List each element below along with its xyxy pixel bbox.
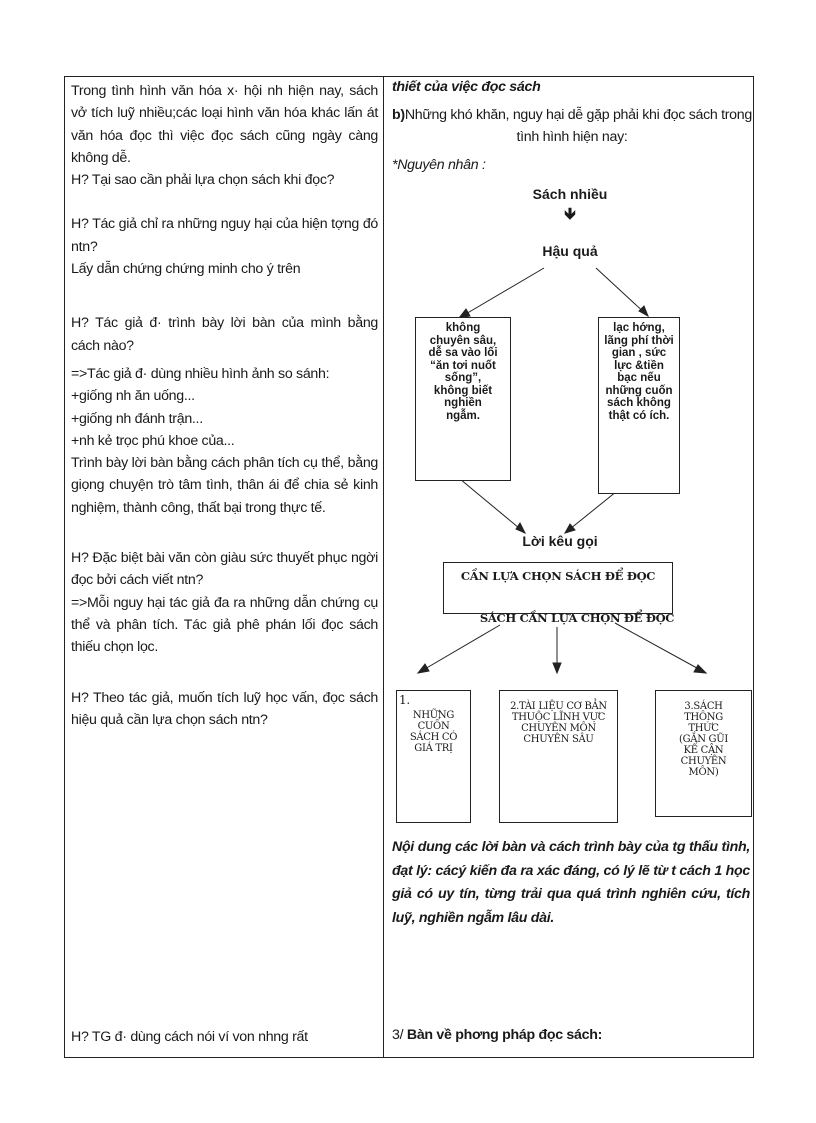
option-box-1: [396, 690, 471, 823]
diagram-consequence-label: Hậu quả: [542, 243, 598, 259]
question-1: H? Tại sao cần phải lựa chọn sách khi đọc?: [71, 172, 335, 189]
cause-label: *Nguyên nhân :: [392, 157, 486, 173]
answer-3-item-3: +nh kẻ trọc phú khoe của...: [71, 432, 235, 449]
option-1-text: NHỮNG CUỐN SÁCH CÓ GIÁ TRỊ: [409, 710, 458, 754]
answer-3-item-2: +giống nh đánh trận...: [71, 410, 203, 427]
question-3: H? Tác giả đ· trình bày lời bàn của mình bằng cách nào?: [71, 315, 378, 354]
question-2-followup: Lấy dẫn chứng chứng minh cho ý trên: [71, 261, 301, 278]
banner-text: CẦN LỰA CHỌN SÁCH ĐỂ ĐỌC: [460, 569, 656, 583]
diagram-top-label: Sách nhiều: [532, 186, 608, 202]
question-6: H? TG đ· dùng cách nói ví von nhng rất: [71, 1029, 308, 1045]
answer-3-item-1: +giống nh ăn uống...: [71, 388, 195, 405]
banner-box: [443, 562, 673, 614]
consequence-right-text: lạc hớng, lãng phí thời gian , sức lực &tiền bạc nếu những cuốn sách không thật có ích.: [604, 322, 674, 422]
section-3-heading: [392, 1024, 750, 1046]
question-4: H? Đặc biệt bài văn còn giàu sức thuyết phục ngời đọc bởi cách viết ntn?: [71, 550, 378, 589]
option-2-text: 2.TÀI LIỆU CƠ BẢN THUỘC LĨNH VỰC CHUYÊN MÔN CHUYÊN SÂU: [510, 701, 607, 745]
context-paragraph: Trong tình hình văn hóa x· hội nh hiện nay, sách vở tích luỹ nhiều;các loại hình văn hóa khác lấn át văn hóa đọc thì việc đọc sách cũng ngày càng không dễ.: [71, 83, 378, 166]
question-2: H? Tác giả chỉ ra những nguy hại của hiện tợng đó ntn?: [71, 216, 378, 255]
appeal-label: Lời kêu gọi: [522, 533, 598, 549]
arrow-down-icon: 🡻: [564, 206, 576, 223]
section-b-label: b): [392, 107, 405, 123]
answer-4: =>Mỗi nguy hại tác giả đa ra những dẫn chứng cụ thể và phân tích. Tác giả phê phán lối đọc sách thiếu chọn lọc.: [71, 594, 378, 656]
section-b-text: Những khó khăn, nguy hại dễ gặp phải khi đọc sách trong tình hình hiện nay:: [404, 107, 752, 146]
section-title-continued: thiết của việc đọc sách: [392, 79, 541, 95]
answer-3: =>Tác giả đ· dùng nhiều hình ảnh so sánh:: [71, 365, 330, 382]
consequence-box-left: [415, 317, 511, 481]
banner-subtext: SÁCH CẦN LỰA CHỌN ĐỂ ĐỌC: [479, 611, 675, 625]
summary-paragraph: Nội dung các lời bàn và cách trình bày của tg thấu tình, đạt lý: cácý kiến đa ra xác đáng, có lý lẽ từ t cách 1 học giả có uy tín, từng trải qua quá trình nghiên cứu, tích luỹ, nghiền ngẫm lâu dài.: [392, 839, 750, 926]
consequence-left-text: không chuyên sâu, dễ sa vào lối “ăn tơi nuốt sống”, không biết nghiền ngẫm.: [428, 322, 498, 422]
question-5: H? Theo tác giả, muốn tích luỹ học vấn, đọc sách hiệu quả cần lựa chọn sách ntn?: [71, 689, 378, 728]
option-box-3: [655, 690, 752, 817]
option-box-2: [499, 690, 618, 823]
analysis-paragraph: Trình bày lời bàn bằng cách phân tích cụ thể, bằng giọng chuyện trò tâm tình, thân ái để chia sẻ kinh nghiệm, thành công, thất bại trong thực tế.: [71, 455, 378, 516]
section-3-number: 3/: [392, 1027, 407, 1043]
option-1-number: 1.: [399, 693, 410, 707]
consequence-box-right: [598, 317, 680, 494]
section-3-title: Bàn về phơng pháp đọc sách:: [406, 1027, 602, 1043]
option-3-text: 3.SÁCH THÔNG THỨC (GẮN GŨI KẾ CẬN CHUYÊN MÔN): [678, 701, 728, 778]
